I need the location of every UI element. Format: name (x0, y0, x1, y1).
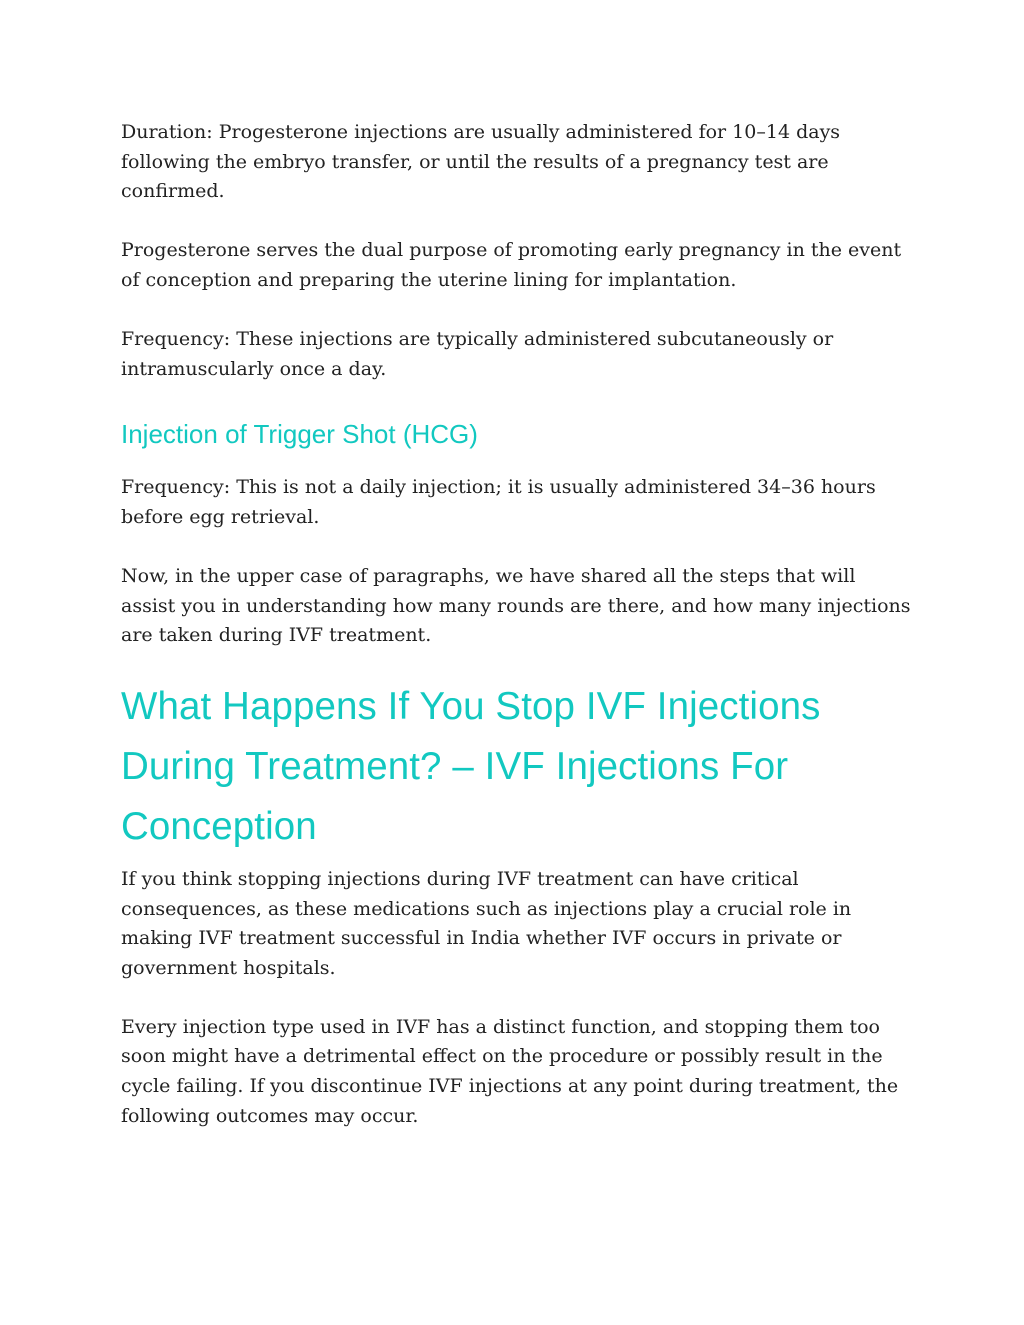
heading-stop-ivf-injections: What Happens If You Stop IVF Injections During Treatment? – IVF Injections For Conception (121, 684, 821, 848)
paragraph-summary: Now, in the upper case of paragraphs, we have shared all the steps that will assist you in understanding how many rounds are there, and how many injections are taken during IVF treatment. (121, 565, 911, 647)
paragraph-frequency-progesterone: Frequency: These injections are typically administered subcutaneously or intramuscularly once a day. (121, 328, 834, 380)
paragraph-stopping-consequences: If you think stopping injections during IVF treatment can have critical consequences, as these medications such as injections play a crucial role in making IVF treatment successful in India whether IVF occurs in private or government hospitals. (121, 867, 852, 979)
heading-trigger-shot: Injection of Trigger Shot (HCG) (121, 419, 478, 450)
paragraph-duration: Duration: Progesterone injections are usually administered for 10–14 days following the embryo transfer, or until the results of a pregnancy test are confirmed. (121, 121, 841, 203)
document-page (121, 118, 911, 1131)
paragraph-frequency-trigger: Frequency: This is not a daily injection; it is usually administered 34–36 hours before egg retrieval. (121, 476, 876, 528)
paragraph-progesterone-purpose: Progesterone serves the dual purpose of promoting early pregnancy in the event of conception and preparing the uterine lining for implantation. (121, 239, 902, 291)
paragraph-injection-functions: Every injection type used in IVF has a distinct function, and stopping them too soon might have a detrimental effect on the procedure or possibly result in the cycle failing. If you discontinue IVF injections at any point during treatment, the following outcomes may occur. (121, 1015, 899, 1127)
